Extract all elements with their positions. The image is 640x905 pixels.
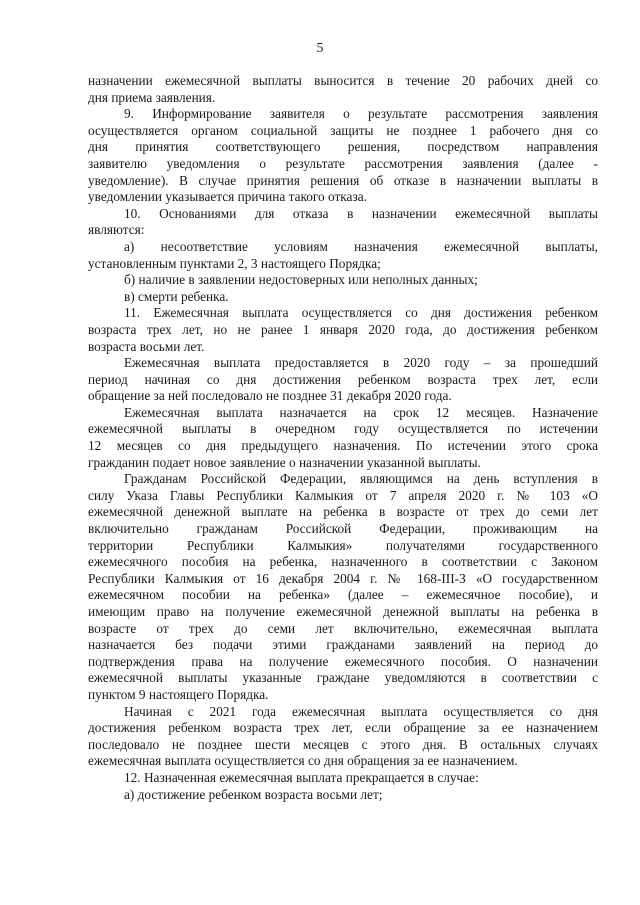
text-line: ежемесячная выплата осуществляется со дня обращения за ее назначением. xyxy=(88,753,518,769)
text-line: достижения ребенком возраста трех лет, если обращение за ее назначением xyxy=(88,720,598,736)
text-line: гражданин подает новое заявление о назначении указанной выплаты. xyxy=(88,454,481,470)
text-line: 12. Назначенная ежемесячная выплата прекращается в случае: xyxy=(124,769,479,785)
text-line: 11. Ежемесячная выплата осуществляется со дня достижения ребенком xyxy=(124,305,598,321)
text-line: Ежемесячная выплата назначается на срок 12 месяцев. Назначение xyxy=(124,404,598,420)
text-line: включительно гражданам Российской Федерации, проживающим на xyxy=(88,521,598,537)
text-line: обращение за ней последовало не позднее 31 декабря 2020 года. xyxy=(88,388,452,404)
text-line: в) смерти ребенка. xyxy=(124,288,229,304)
text-line: заявителю уведомления о результате рассмотрения заявления (далее - xyxy=(88,155,598,171)
text-line: уведомление). В случае принятия решения об отказе в назначении выплаты в xyxy=(88,172,598,188)
text-line: 12 месяцев со дня предыдущего назначения. По истечении этого срока xyxy=(88,438,598,454)
text-line: последовало не позднее шести месяцев с этого дня. В остальных случаях xyxy=(88,736,598,752)
text-line: являются: xyxy=(88,222,145,238)
text-line: Ежемесячная выплата предоставляется в 2020 году – за прошедший xyxy=(124,355,598,371)
text-line: осуществляется органом социальной защиты не позднее 1 рабочего дня со xyxy=(88,122,598,138)
text-line: дня приема заявления. xyxy=(88,89,216,105)
text-line: а) несоответствие условиям назначения ежемесячной выплаты, xyxy=(124,238,598,254)
text-line: возраста трех лет, но не ранее 1 января 2020 года, до достижения ребенком xyxy=(88,321,598,337)
text-line: б) наличие в заявлении недостоверных или неполных данных; xyxy=(124,272,478,288)
text-line: территории Республики Калмыкия» получателями государственного xyxy=(88,537,598,553)
text-line: 9. Информирование заявителя о результате рассмотрения заявления xyxy=(124,106,598,122)
text-line: возрасте от трех до семи лет включительно, ежемесячная выплата xyxy=(88,620,598,636)
text-line: назначении ежемесячной выплаты выносится в течение 20 рабочих дней со xyxy=(88,73,598,88)
text-line: возраста восьми лет. xyxy=(88,338,205,354)
page-number: 5 xyxy=(316,40,324,55)
text-line: Республики Калмыкия от 16 декабря 2004 г. № 168-III-З «О государственном xyxy=(88,570,598,586)
text-line: ежемесячном пособии на ребенка» (далее – ежемесячное пособие), и xyxy=(88,587,598,603)
document-body xyxy=(88,73,598,803)
text-line: период начиная со дня достижения ребенком возраста трех лет, если xyxy=(88,371,598,387)
text-line: силу Указа Главы Республики Калмыкия от 7 апреля 2020 г. № 103 «О xyxy=(88,487,598,503)
text-line: установленным пунктами 2, 3 настоящего Порядка; xyxy=(88,255,381,271)
text-line: а) достижение ребенком возраста восьми лет; xyxy=(124,786,383,802)
text-line: Начиная с 2021 года ежемесячная выплата осуществляется со дня xyxy=(124,703,598,719)
text-line: ежемесячной денежной выплате на ребенка в возрасте от трех до семи лет xyxy=(88,504,598,520)
text-line: назначается без подачи этими гражданами заявлений на период до xyxy=(88,637,598,653)
text-line: ежемесячного пособия на ребенка, назначенного в соответствии с Законом xyxy=(88,554,598,570)
text-line: имеющим право на получение ежемесячной денежной выплаты на ребенка в xyxy=(88,604,598,619)
text-line: ежемесячной выплаты в очередном году осуществляется по истечении xyxy=(88,421,598,437)
text-line: пунктом 9 настоящего Порядка. xyxy=(88,686,269,702)
text-line: Гражданам Российской Федерации, являющимся на день вступления в xyxy=(124,471,598,487)
text-line: дня принятия соответствующего решения, посредством направления xyxy=(88,139,598,155)
text-line: уведомлении указывается причина такого отказа. xyxy=(88,189,367,205)
text-line: ежемесячной выплаты указанные граждане уведомляются в соответствии с xyxy=(88,670,598,686)
text-line: 10. Основаниями для отказа в назначении ежемесячной выплаты xyxy=(124,205,598,221)
text-line: подтверждения права на получение ежемесячного пособия. О назначении xyxy=(88,653,598,669)
